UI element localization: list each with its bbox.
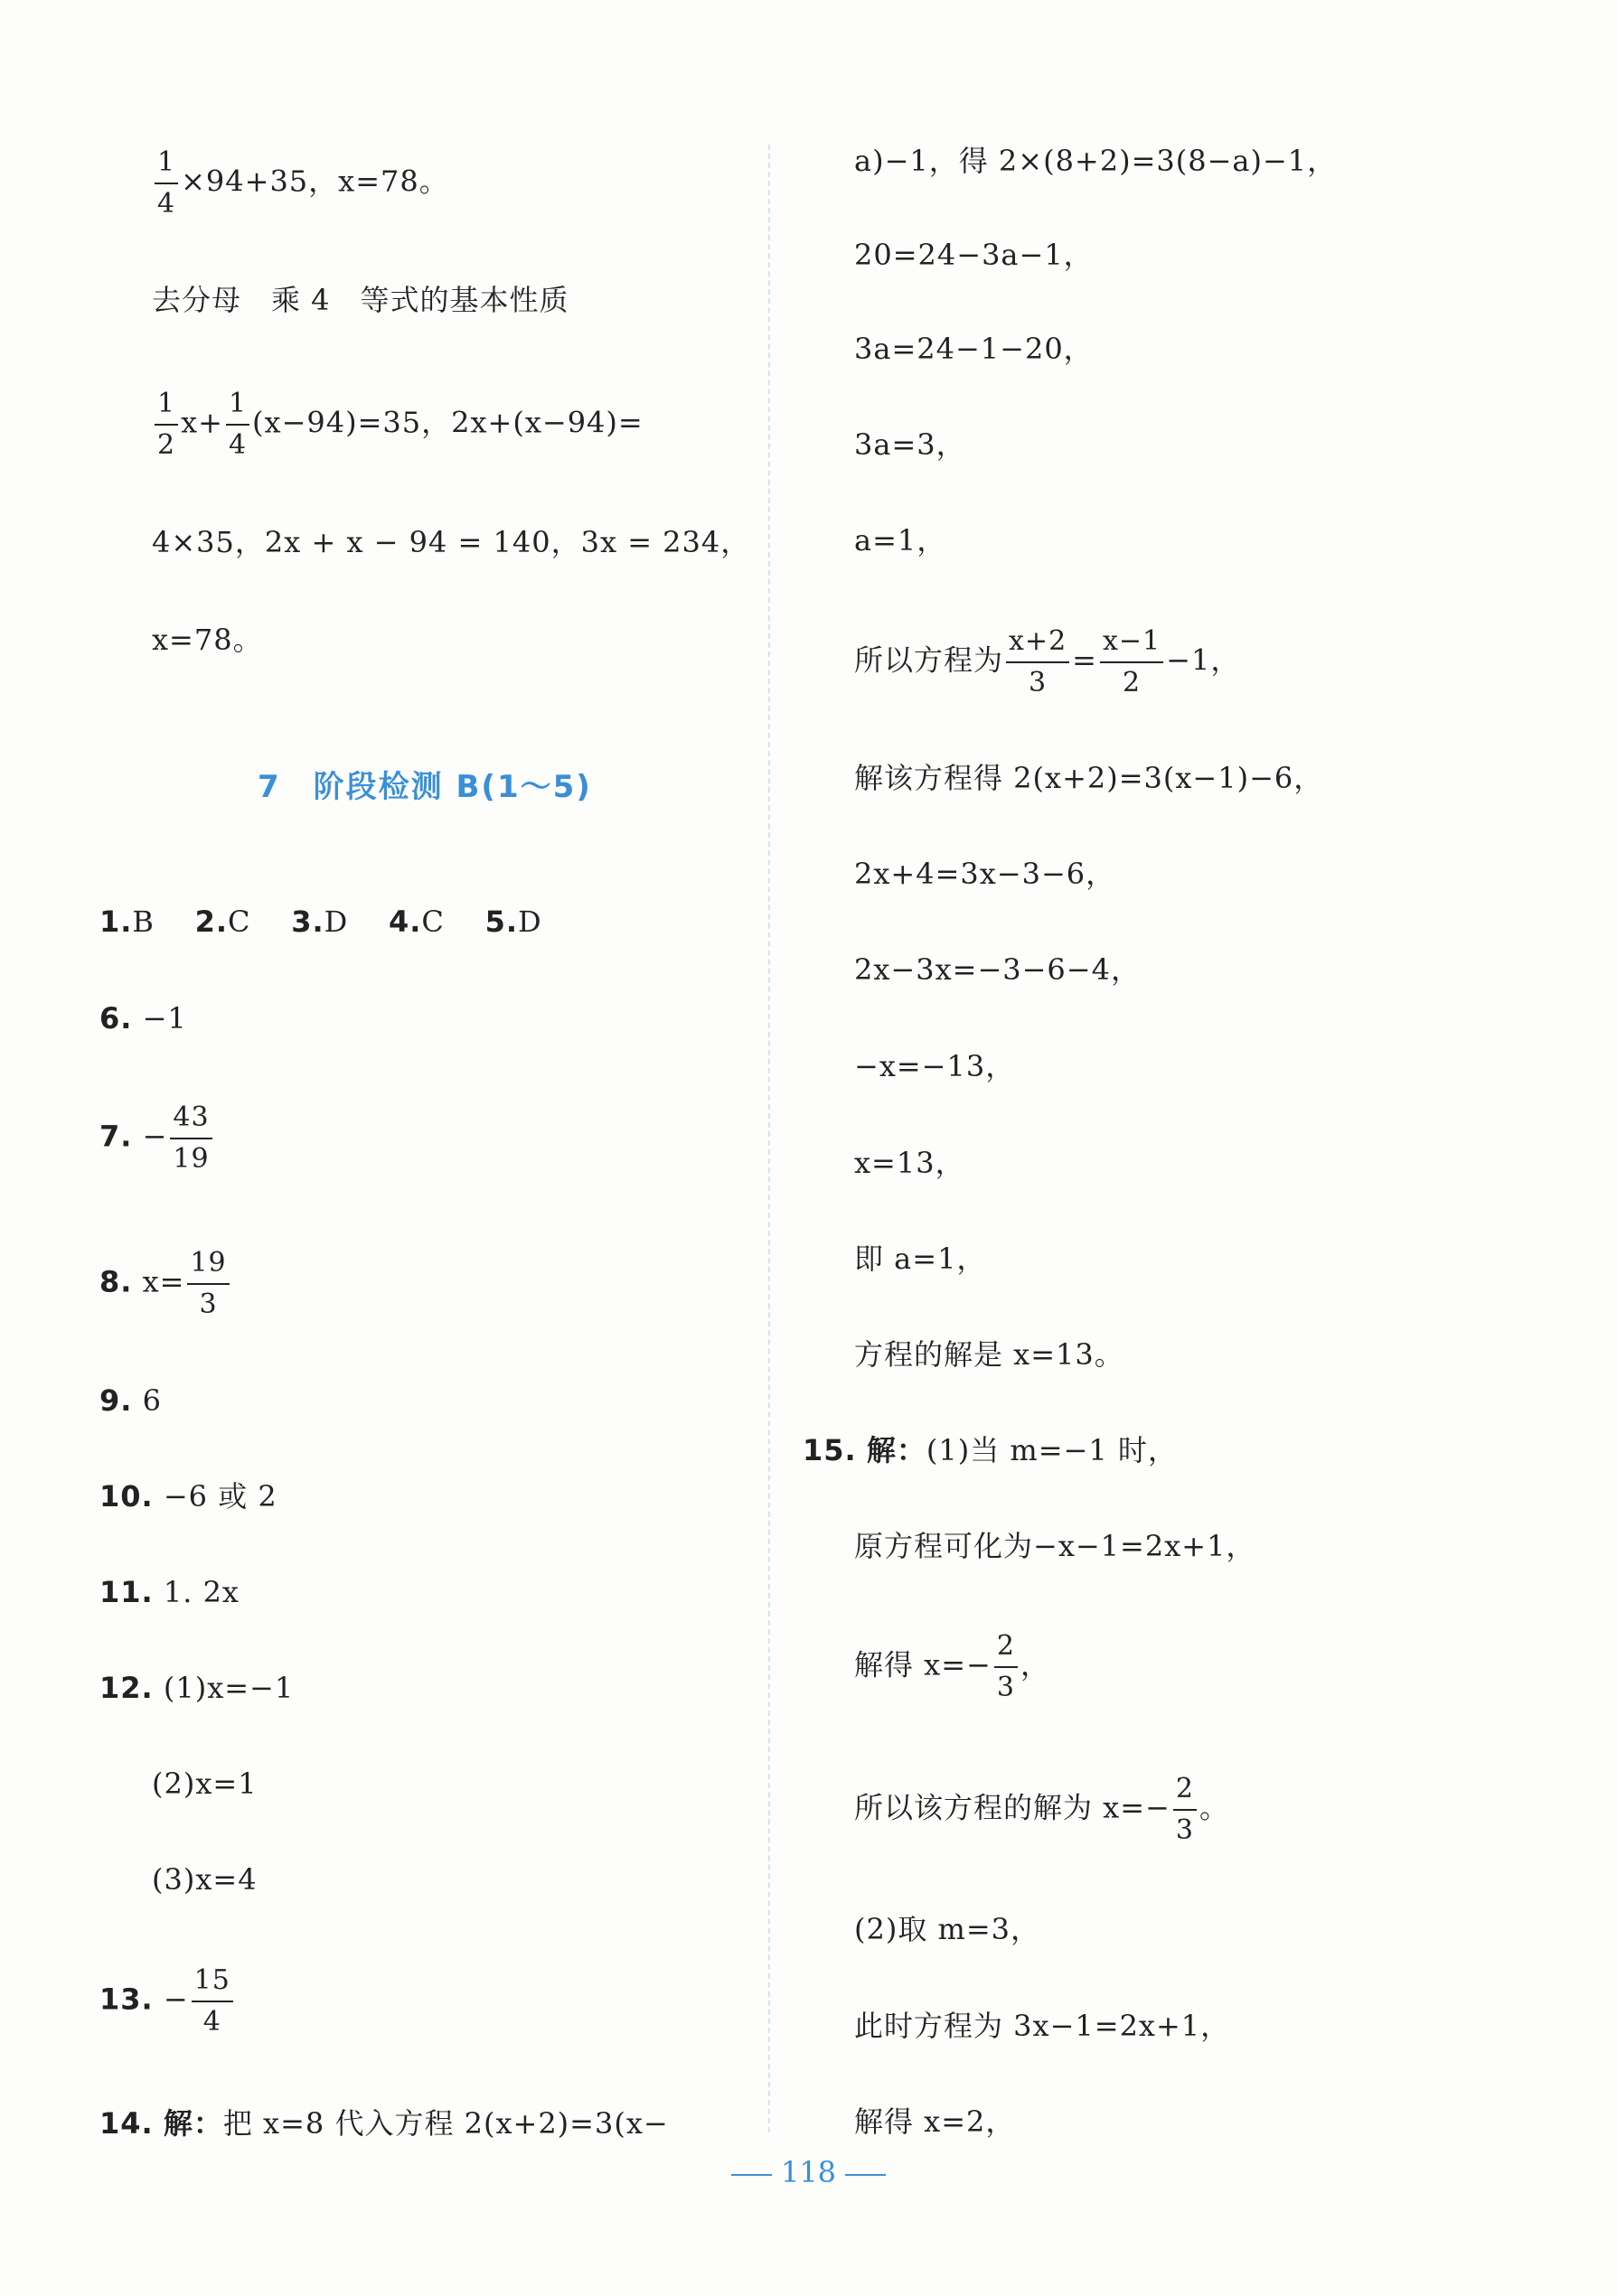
right-line-9: 2x−3x=−3−6−4， xyxy=(854,952,1141,987)
right-line-18: (2)取 m=3， xyxy=(854,1912,1041,1946)
fraction: $\frac{19}{3}$ xyxy=(187,1243,229,1325)
right-line-17: 所以该方程的解为 x=− $\frac{2}{3}$ 。 xyxy=(854,1769,1229,1851)
answer-8: 8. x= $\frac{19}{3}$ xyxy=(99,1243,232,1325)
left-line-3: $\frac{1}{2}$ x+ $\frac{1}{4}$ (x−94)=35，2x+(x−94)= xyxy=(152,384,644,465)
page-number: 118 xyxy=(0,2155,1617,2189)
answer-9: 9. 6 xyxy=(99,1383,162,1418)
answer-12: 12. (1)x=−1 xyxy=(99,1671,295,1705)
right-line-2: 20=24−3a−1， xyxy=(854,238,1094,272)
answer-7: 7. − $\frac{43}{19}$ xyxy=(99,1098,215,1179)
fraction: $\frac{x-1}{2}$ xyxy=(1100,622,1163,703)
fraction: $\frac{2}{3}$ xyxy=(1173,1769,1197,1851)
fraction: $\frac{1}{4}$ xyxy=(226,384,249,465)
right-line-1: a)−1，得 2×(8+2)=3(8−a)−1， xyxy=(854,144,1338,178)
answer-15: 15. 解：(1)当 m=−1 时， xyxy=(803,1433,1178,1467)
fraction: $\frac{1}{4}$ xyxy=(155,143,178,224)
right-line-4: 3a=3， xyxy=(854,427,966,462)
answer-11: 11. 1. 2x xyxy=(99,1575,240,1609)
column-divider xyxy=(768,145,770,2132)
answer-10: 10. −6 或 2 xyxy=(99,1479,277,1513)
fraction: $\frac{x+2}{3}$ xyxy=(1006,622,1069,703)
page-number-bar-right xyxy=(845,2174,886,2176)
right-line-6: 所以方程为 $\frac{x+2}{3}$ = $\frac{x-1}{2}$ −1， xyxy=(854,622,1240,703)
answer-14: 14. 解：把 x=8 代入方程 2(x+2)=3(x− xyxy=(99,2106,669,2141)
answer-13: 13. − $\frac{15}{4}$ xyxy=(99,1961,236,2042)
left-line-1: $\frac{1}{4}$ ×94+35，x=78。 xyxy=(152,143,449,224)
fraction: $\frac{2}{3}$ xyxy=(994,1626,1018,1708)
left-line-2: 去分母 乘 4 等式的基本性质 xyxy=(152,283,569,317)
right-line-15: 原方程可化为−x−1=2x+1， xyxy=(854,1529,1256,1563)
right-line-11: x=13， xyxy=(854,1146,965,1180)
fraction: $\frac{1}{2}$ xyxy=(155,384,178,465)
right-line-8: 2x+4=3x−3−6， xyxy=(854,857,1116,891)
right-line-7: 解该方程得 2(x+2)=3(x−1)−6， xyxy=(854,761,1324,795)
fraction: $\frac{15}{4}$ xyxy=(192,1961,233,2042)
answers-1-5: 1.B 2.C 3.D 4.C 5.D xyxy=(99,904,542,939)
right-line-10: −x=−13， xyxy=(854,1049,1016,1083)
right-line-3: 3a=24−1−20， xyxy=(854,332,1094,366)
answer-6: 6. −1 xyxy=(99,1001,187,1036)
right-line-19: 此时方程为 3x−1=2x+1， xyxy=(854,2009,1231,2043)
fraction: $\frac{43}{19}$ xyxy=(170,1098,212,1179)
right-line-20: 解得 x=2， xyxy=(854,2104,1016,2139)
left-line-5: x=78。 xyxy=(152,623,263,657)
page-number-bar-left xyxy=(731,2174,772,2176)
answer-12-2: (2)x=1 xyxy=(152,1767,258,1801)
right-line-5: a=1， xyxy=(854,523,947,558)
left-line-4: 4×35，2x + x − 94 = 140，3x = 234， xyxy=(152,525,751,559)
right-line-13: 方程的解是 x=13。 xyxy=(854,1337,1124,1372)
right-line-12: 即 a=1， xyxy=(854,1242,987,1276)
right-line-16: 解得 x=− $\frac{2}{3}$ ， xyxy=(854,1626,1050,1708)
answer-12-3: (3)x=4 xyxy=(152,1862,258,1897)
section-title: 7 阶段检测 B(1～5) xyxy=(258,769,592,805)
